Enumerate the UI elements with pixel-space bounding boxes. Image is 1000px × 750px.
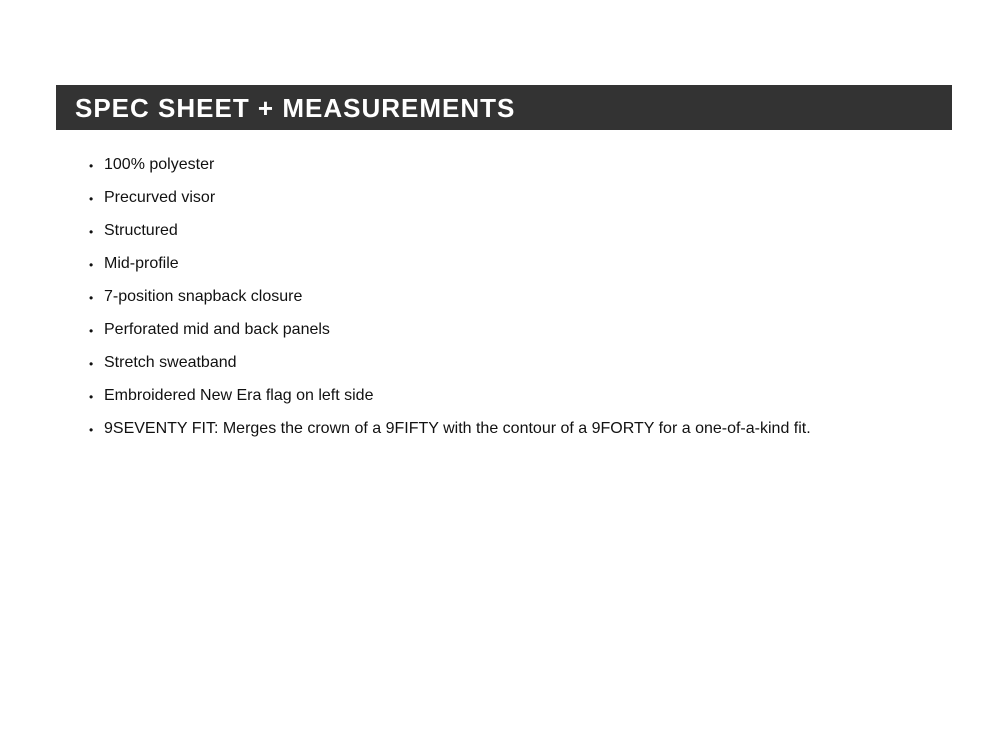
bullet-icon: • bbox=[89, 258, 94, 272]
bullet-icon: • bbox=[89, 390, 94, 404]
spec-text: 9SEVENTY FIT: Merges the crown of a 9FIFTY with the contour of a 9FORTY for a one-of-a-kind fit. bbox=[104, 420, 811, 437]
bullet-icon: • bbox=[89, 423, 94, 437]
spec-list-item bbox=[89, 351, 964, 384]
bullet-icon: • bbox=[89, 324, 94, 338]
spec-list-item bbox=[89, 384, 964, 417]
spec-text: Structured bbox=[104, 222, 178, 239]
spec-list-item bbox=[89, 219, 964, 252]
bullet-icon: • bbox=[89, 159, 94, 173]
spec-list-item bbox=[89, 417, 964, 450]
spec-text: Perforated mid and back panels bbox=[104, 321, 330, 338]
bullet-icon: • bbox=[89, 192, 94, 206]
spec-text: Mid-profile bbox=[104, 255, 179, 272]
spec-list-item bbox=[89, 186, 964, 219]
bullet-icon: • bbox=[89, 357, 94, 371]
section-title: SPEC SHEET + MEASUREMENTS bbox=[75, 92, 516, 123]
section-header bbox=[56, 85, 952, 130]
spec-text: Stretch sweatband bbox=[104, 354, 237, 371]
bullet-icon: • bbox=[89, 291, 94, 305]
spec-text: 7-position snapback closure bbox=[104, 288, 303, 305]
spec-list bbox=[89, 153, 964, 450]
spec-text: Embroidered New Era flag on left side bbox=[104, 387, 374, 404]
spec-list-item bbox=[89, 153, 964, 186]
spec-text: Precurved visor bbox=[104, 189, 216, 206]
spec-list-item bbox=[89, 252, 964, 285]
spec-list-item bbox=[89, 318, 964, 351]
bullet-icon: • bbox=[89, 225, 94, 239]
spec-list-item bbox=[89, 285, 964, 318]
spec-text: 100% polyester bbox=[104, 156, 215, 173]
